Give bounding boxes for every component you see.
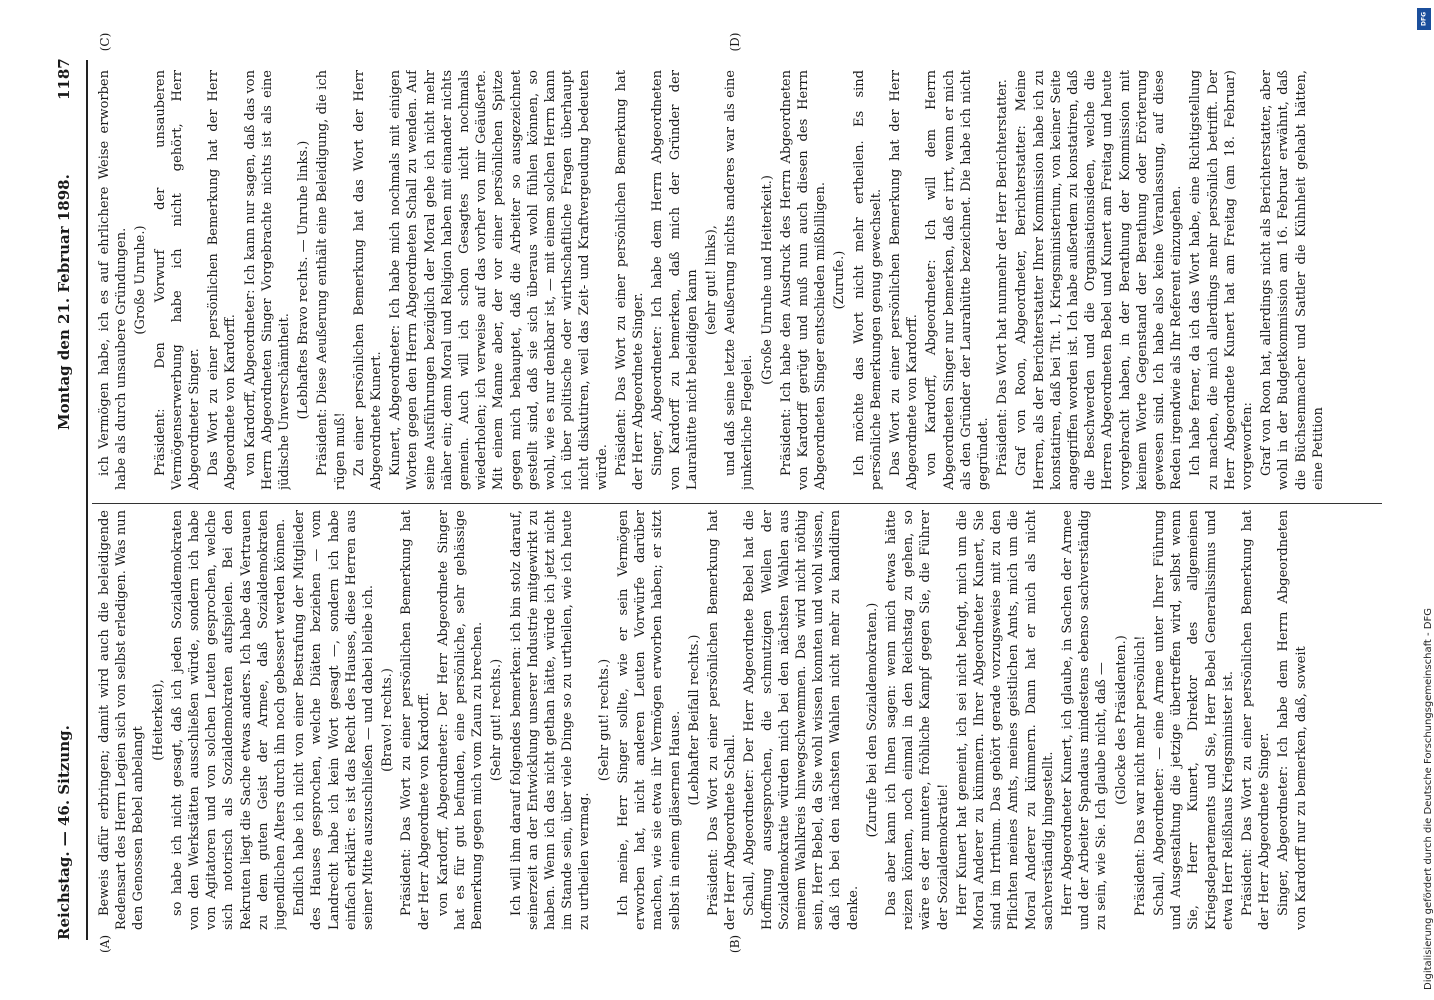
- margin-marker-d: (D): [728, 32, 742, 52]
- paragraph: Schall, Abgeordneter: — eine Armee unter Ihrer Führung und Ausgestaltung die jetzige übertreffen wird, selbst wenn Sie, Herr Kunert, Direktor des allgemeinen Kriegsdepartements und Sie, Herr Bebel Generalissimus und etwa Herr Reißhaus Kriegsminister ist.: [1151, 510, 1236, 930]
- paragraph: (Große Unruhe und Heiterkeit.): [759, 175, 775, 385]
- paragraph: (Zurufe bei den Sozialdemokraten.): [864, 602, 880, 838]
- paragraph: Herr Kunert hat gemeint, ich sei nicht befugt, mich um die Moral Anderer zu kümmern. Ihrer Abgeordneter Kunert, Sie sind im Irrthum. Das gehört gerade vorzugsweise mit zu den Pflichten meines Amts, meines geistlichen Amts, mich um die Moral Anderer zu kümmern. Dann hat er mich als nicht sachverständig hingestellt.: [954, 510, 1056, 930]
- paragraph: Das Wort zu einer persönlichen Bemerkung hat der Herr Abgeordnete von Kardorff.: [206, 70, 239, 490]
- paragraph: von Kardorff, Abgeordneter: Ich will dem Herrn Abgeordneten Singer nur bemerken, daß er irrt, wenn er mich als den Gründer der Laurahütte bezeichnet. Die habe ich nicht gegründet.: [924, 70, 991, 490]
- paragraph: (Glocke des Präsidenten.): [1113, 635, 1129, 805]
- dfg-logo: DFG: [1417, 8, 1431, 30]
- paragraph: Präsident: Den Vorwurf der unsauberen Vermögenserwerbung habe ich nicht gehört, Herr Abgeordneter Singer.: [152, 70, 203, 490]
- paragraph: Das Wort zu einer persönlichen Bemerkung hat der Herr Abgeordnete von Kardorff.: [887, 70, 921, 490]
- margin-marker-b: (B): [728, 934, 742, 954]
- paragraph: Präsident: Das Wort zu einer persönlichen Bemerkung hat der Herr Abgeordnete Singer.: [613, 70, 647, 490]
- digitization-watermark: [1414, 10, 1432, 990]
- paragraph: Ich meine, Herr Singer sollte, wie er sein Vermögen erworben hat, nicht anderen Leuten Vorwürfe darüber machen, wie sie etwa ihr Vermögen erworben haben; er sitzt selbst in einem gläsernen Hause.: [615, 510, 683, 930]
- paragraph: (Zurufe.): [832, 250, 848, 310]
- paragraph: (Heiterkeit),: [150, 679, 166, 761]
- watermark-text: Digitalisierung gefördert durch die Deutsche Forschungsgemeinschaft - DFG: [1423, 607, 1434, 990]
- paragraph: Präsident: Das Wort hat nunmehr der Herr Berichterstatter.: [995, 79, 1011, 476]
- paragraph: Präsident: Das Wort zu einer persönlichen Bemerkung hat der Herr Abgeordnete Singer.: [1240, 510, 1273, 930]
- paragraph: (Sehr gut! rechts.): [596, 658, 612, 782]
- paragraph: (sehr gut! links),: [703, 225, 719, 335]
- paragraph: ich Vermögen habe, ich es auf ehrlichere Weise erworben habe als durch unsaubere Gründungen.: [97, 70, 130, 490]
- paragraph: (Lebhafter Beifall rechts.): [686, 634, 702, 806]
- margin-marker-a: (A): [98, 934, 112, 954]
- paragraph: Präsident: Diese Aeußerung enthält eine Beleidigung, die ich rügen muß!: [315, 70, 348, 490]
- running-header-session: Reichstag. — 46. Sitzung.: [55, 725, 73, 940]
- paragraph: (Große Unruhe.): [133, 225, 149, 335]
- paragraph: Herr Abgeordneter Kunert, ich glaube, in Sachen der Armee und der Arbeiter Spandaus mindestens ebenso sachverständig zu sein, wie Sie. Ich glaube nicht, daß —: [1059, 510, 1110, 930]
- paragraph: (Sehr gut! rechts.): [489, 658, 505, 782]
- paragraph: Endlich habe ich nicht von einer Bestrafung der Mitglieder des Hauses gesprochen, welche Diäten beziehen — vom Landrecht habe ich kein Wort gesagt —, sondern ich habe einfach erklärt: es ist das Recht des Hauses, diese Herren aus seiner Mitte auszuschließen — und dabei bleibe ich.: [292, 510, 377, 930]
- paragraph: Präsident: Das war nicht mehr persönlich!: [1132, 635, 1148, 916]
- paragraph: Singer, Abgeordneter: Ich habe dem Herrn Abgeordneten von Kardorff nur zu bemerken, daß, soweit: [1276, 510, 1309, 930]
- paragraph: von Kardorff, Abgeordneter: Der Herr Abgeordnete Singer hat es für gut befunden, eine persönliche, sehr gehässige Bemerkung gegen mich vom Zaun zu brechen.: [435, 510, 486, 930]
- paragraph: Singer, Abgeordneter: Ich habe dem Herrn Abgeordneten von Kardorff zu bemerken, daß mich der Gründer der Laurahütte nicht beleidigen kann: [650, 70, 700, 490]
- paragraph: (Bravo! rechts.): [380, 668, 396, 772]
- right-text-column: [96, 70, 1386, 490]
- running-header-date: Montag den 21. Februar 1898.: [55, 174, 73, 430]
- paragraph: Ich möchte das Wort nicht mehr ertheilen. Es sind persönliche Bemerkungen genug gewechselt.: [851, 70, 884, 490]
- paragraph: Präsident: Das Wort zu einer persönlichen Bemerkung hat der Herr Abgeordnete von Kardorff.: [399, 510, 432, 930]
- paragraph: Zu einer persönlichen Bemerkung hat das Wort der Herr Abgeordnete Kunert.: [351, 70, 385, 490]
- paragraph: Kunert, Abgeordneter: Ich habe mich nochmals mit einigen Worten gegen den Herrn Abgeordneten Schall zu wenden. Auf seine Ausführungen bezüglich der Moral gehe ich nicht mehr näher ein; denn Moral und Religion haben mit einander nichts gemein. Auch will ich schon Gesagtes nicht nochmals wiederholen; ich verweise auf das vorher von mir Geäußerte. Mit einem Manne aber, der vor einer persönlichen Spitze gegen mich behauptet, daß die Arbeiter so ausgezeichnet gestellt sind, daß sie sich überaus wohl fühlen können, so wohl, wie es nur denkbar ist, — mit einem solchen Herrn kann ich über politische oder wirthschaftliche Fragen überhaupt nicht diskutiren, weil das Zeit- und Kraftvergeudung bedeuten würde.: [388, 70, 610, 490]
- paragraph: und daß seine letzte Aeußerung nichts anderes war als eine junkerliche Flegelei.: [723, 70, 756, 490]
- paragraph: Ich will ihm darauf folgendes bemerken: ich bin stolz darauf, seinerzeit an der Entwicklung unserer Industrie mitgewirkt zu haben. Wenn ich das nicht gethan hätte, würde ich jetzt nicht im Stande sein, über viele Dinge so zu urtheilen, wie ich heute zu urtheilen vermag.: [508, 510, 593, 930]
- paragraph: (Lebhaftes Bravo rechts. — Unruhe links.): [296, 140, 312, 420]
- header-rule: [86, 60, 88, 940]
- paragraph: Beweis dafür erbringen; damit wird auch die beleidigende Redensart des Herrn Legien sich von selbst erledigen. Was nun den Genossen Bebel anbelangt: [97, 510, 147, 930]
- left-text-column: [96, 510, 1386, 930]
- paragraph: Das aber kann ich Ihnen sagen: wenn mich etwas hätte reizen können, noch einmal in den Reichstag zu gehen, so wäre es der muntere, fröhliche Kampf gegen Sie, die Führer der Sozialdemokratie!: [883, 510, 951, 930]
- paragraph: Präsident: Ich habe den Ausdruck des Herrn Abgeordneten von Kardorff gerügt und muß nun auch diesen des Herrn Abgeordneten Singer entschieden mißbilligen.: [778, 70, 829, 490]
- margin-marker-c: (C): [98, 32, 112, 52]
- paragraph: von Kardorff, Abgeordneter: Ich kann nur sagen, daß das von Herrn Abgeordneten Singer Vorgebrachte nichts ist als eine jüdische Unverschämtheit.: [242, 70, 293, 490]
- paragraph: Präsident: Das Wort zu einer persönlichen Bemerkung hat der Herr Abgeordnete Schall.: [705, 510, 739, 930]
- column-divider: [92, 503, 1382, 504]
- paragraph: Schall, Abgeordneter: Der Herr Abgeordnete Bebel hat die Hoffnung ausgesprochen, die schmutzigen Wellen der Sozialdemokratie würden mich bei den nächsten Wahlen aus meinem Wahlkreis hinwegschwemmen. Das wird nicht nöthig sein, Herr Bebel, da Sie wohl wissen konnten und wohl wissen, daß ich bei den nächsten Wahlen nicht mehr zu kandidiren denke.: [742, 510, 861, 930]
- paragraph: Ich habe ferner, da ich das Wort habe, eine Richtigstellung zu machen, die mich allerdings mehr persönlich betrifft. Der Herr Abgeordnete Kunert hat am Freitag (am 18. Februar) vorgeworfen:: [1188, 70, 1255, 490]
- paragraph: Graf von Roon hat, allerdings nicht als Berichterstatter, aber wohl in der Budgetkommission am 16. Februar erwähnt, daß die Büchsenmacher und Sattler die Kühnheit gehabt hätten, eine Petition: [1259, 70, 1326, 490]
- page-number: 1187: [55, 58, 73, 100]
- paragraph: so habe ich nicht gesagt, daß ich jeden Sozialdemokraten von den Werkstätten ausschließen würde, sondern ich habe von Agitatoren und von solchen Leuten gesprochen, welche sich notorisch als Sozialdemokraten aufspielen. Bei den Rekruten liegt die Sache etwas anders. Ich habe das Vertrauen zu dem guten Geist der Armee, daß Sozialdemokraten jugendlichen Alters durch ihn noch gebessert werden können.: [169, 510, 289, 930]
- paragraph: Graf von Roon, Abgeordneter, Berichterstatter: Meine Herren, als der Berichterstatter Ihrer Kommission habe ich zu konstatiren, daß bei Tit. 1, Kriegsministerium, von keiner Seite angegriffen worden ist. Ich habe außerdem zu konstatiren, daß die Beschwerden und die Organisationsideen, welche die Herren Abgeordneten Bebel und Kunert am Freitag und heute vorgebracht haben, in der Berathung der Kommission mit keinem Worte Gegenstand der Berathung oder Erörterung gewesen sind. Ich habe also keine Veranlassung, auf diese Reden irgendwie als Ihr Referent einzugehen.: [1014, 70, 1185, 490]
